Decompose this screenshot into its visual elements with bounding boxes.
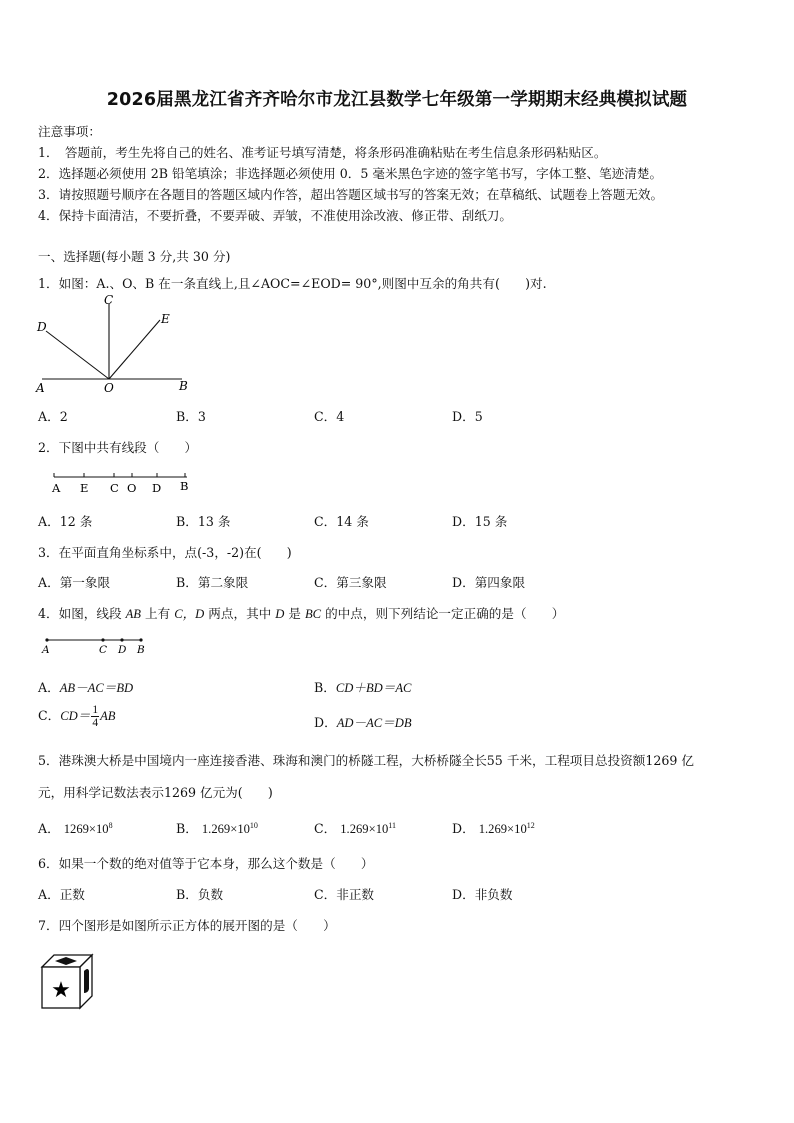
- point-a: [45, 638, 48, 641]
- q1-option-a: A．2: [38, 409, 68, 424]
- q1-stem: 1．如图：A.、O、B 在一条直线上,且∠AOC=∠EOD= 90°,则图中互余的角共有( )对.: [38, 276, 547, 291]
- ray-od: [46, 331, 109, 379]
- fraction: $\frac{1}{4}$: [92, 704, 99, 729]
- section-heading: 一、选择题(每小题 3 分,共 30 分): [38, 249, 231, 264]
- notice-item-3: 3．请按照题号顺序在各题目的答题区域内作答，超出答题区域书写的答案无效；在草稿纸、试题卷上答题无效。: [38, 187, 664, 202]
- ray-oe: [109, 320, 160, 379]
- label-c: C: [110, 481, 119, 495]
- q4-option-a: A．AB－AC＝BD: [38, 680, 134, 695]
- q1-option-d: D．5: [452, 409, 483, 424]
- q3-option-d: D．第四象限: [452, 575, 526, 590]
- q1-option-b: B．3: [176, 409, 206, 424]
- label-d: D: [152, 481, 162, 495]
- label-d: D: [37, 320, 47, 334]
- q3-option-a: A．第一象限: [38, 575, 111, 590]
- q7-cube-figure: [40, 953, 96, 1011]
- label-a: A: [52, 481, 61, 495]
- q4-segment-figure: [40, 632, 155, 658]
- page-title: 2026届黑龙江省齐齐哈尔市龙江县数学七年级第一学期期末经典模拟试题: [106, 90, 688, 110]
- label-e: E: [161, 312, 170, 326]
- label-c: C: [104, 293, 114, 307]
- q4-stem: 4．如图，线段 AB 上有 C，D 两点，其中 D 是 BC 的中点，则下列结论一定正确的是（ ）: [38, 606, 565, 621]
- label-o: O: [104, 381, 114, 395]
- label-b: B: [180, 479, 189, 493]
- notice-heading: 注意事项：: [38, 124, 101, 139]
- label-c: C: [99, 644, 108, 656]
- label-b: B: [137, 644, 145, 656]
- q5-stem-line1: 5．港珠澳大桥是中国境内一座连接香港、珠海和澳门的桥隧工程，大桥桥隧全长55 千米，工程项目总投资额1269 亿: [38, 753, 695, 768]
- q2-option-c: C．14 条: [314, 514, 369, 529]
- q6-stem: 6．如果一个数的绝对值等于它本身，那么这个数是（ ）: [38, 856, 374, 871]
- q5-option-c: C． $1.269\times 10^{11}$: [314, 820, 396, 836]
- label-a: A: [42, 644, 50, 656]
- notice-item-1: 1． 答题前，考生先将自己的姓名、准考证号填写清楚，将条形码准确粘贴在考生信息条形码粘贴区。: [38, 145, 607, 160]
- q2-segment-figure: [44, 468, 204, 498]
- label-o: O: [127, 481, 137, 495]
- q6-option-d: D．非负数: [452, 887, 513, 902]
- q2-option-a: A．12 条: [38, 514, 93, 529]
- label-e: E: [80, 481, 89, 495]
- q5-option-a: A． $1269\times 10^8$: [38, 820, 113, 836]
- notice-item-4: 4．保持卡面清洁，不要折叠，不要弄破、弄皱，不准使用涂改液、修正带、刮纸刀。: [38, 208, 512, 223]
- q4-option-d: D．AD－AC＝DB: [314, 715, 412, 730]
- notice-item-2: 2．选择题必须使用 2B 铅笔填涂；非选择题必须使用 0．5 毫米黑色字迹的签字笔书写，字体工整、笔迹清楚。: [38, 166, 663, 181]
- side-bar-icon: [84, 969, 89, 993]
- label-b: B: [179, 379, 188, 393]
- point-c: [101, 638, 104, 641]
- q6-option-a: A．正数: [38, 887, 85, 902]
- q7-stem: 7．四个图形是如图所示正方体的展开图的是（ ）: [38, 918, 336, 933]
- q3-stem: 3．在平面直角坐标系中，点(-3，-2)在( ): [38, 545, 292, 560]
- q5-option-b: B． $1.269\times 10^{10}$: [176, 820, 258, 836]
- q6-option-c: C．非正数: [314, 887, 375, 902]
- q2-stem: 2．下图中共有线段（ ）: [38, 440, 198, 455]
- q2-option-b: B．13 条: [176, 514, 231, 529]
- label-a: A: [36, 381, 45, 395]
- q1-option-c: C．4: [314, 409, 345, 424]
- point-b: [139, 638, 142, 641]
- q5-stem-line2: 元，用科学记数法表示1269 亿元为( ): [38, 785, 273, 800]
- q5-option-d: D． $1.269\times 10^{12}$: [452, 820, 535, 836]
- star-icon: ★: [51, 978, 71, 1003]
- q4-option-c: C．CD＝ $\frac{1}{4}$ AB: [38, 704, 116, 729]
- q2-option-d: D．15 条: [452, 514, 508, 529]
- label-d: D: [118, 644, 127, 656]
- q3-option-c: C．第三象限: [314, 575, 387, 590]
- point-d: [120, 638, 123, 641]
- q6-option-b: B．负数: [176, 887, 224, 902]
- q3-option-b: B．第二象限: [176, 575, 249, 590]
- q4-option-b: B．CD＋BD＝AC: [314, 680, 412, 695]
- q1-angle-figure: [34, 290, 194, 398]
